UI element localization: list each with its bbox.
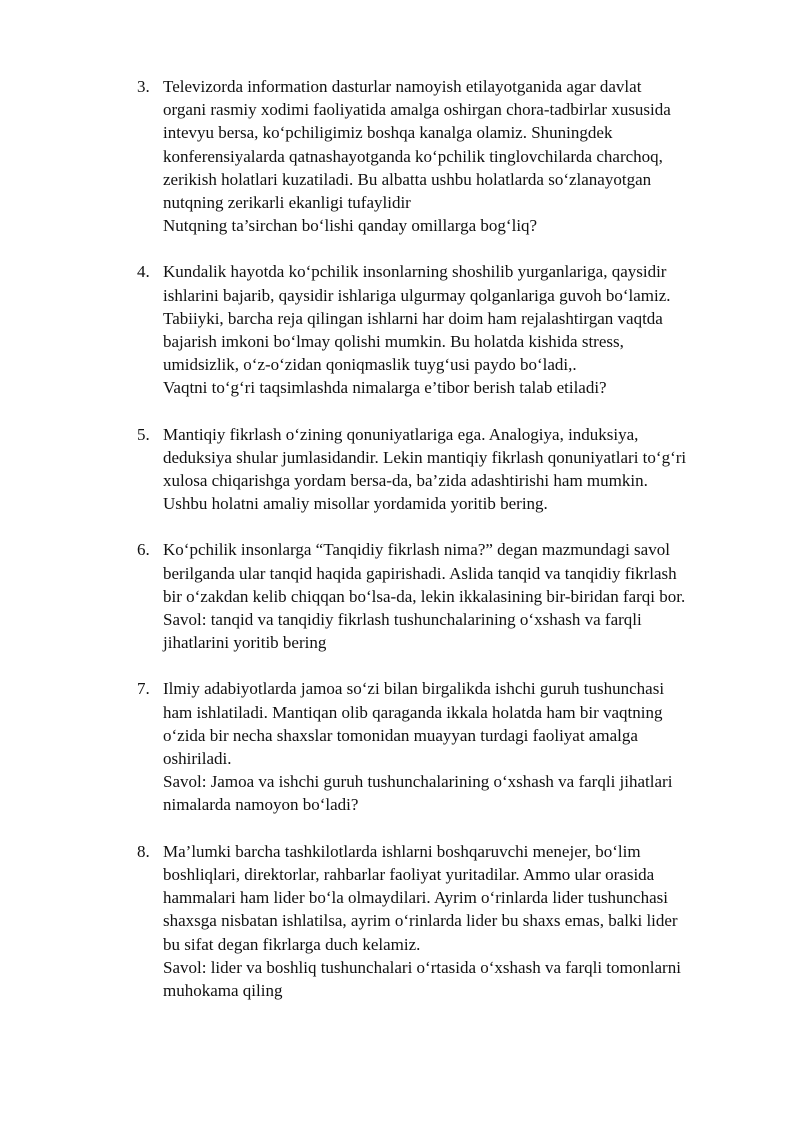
text-line: muhokama qiling	[163, 980, 283, 1000]
text-line: umidsizlik, o‘z-o‘zidan qoniqmaslik tuyg‘usi paydo bo‘ladi,.	[163, 355, 577, 375]
question-item	[0, 260, 760, 399]
question-item	[0, 677, 760, 816]
text-line: nimalarda namoyon bo‘ladi?	[163, 795, 359, 815]
text-line: ishlarini bajarib, qaysidir ishlariga ulgurmay qolganlariga guvoh bo‘lamiz.	[163, 285, 671, 305]
text-line: Savol: tanqid va tanqidiy fikrlash tushunchalarining o‘xshash va farqli	[163, 610, 642, 630]
text-line: Kundalik hayotda ko‘pchilik insonlarning shoshilib yurganlariga, qaysidir	[163, 262, 667, 282]
text-line: bu sifat degan fikrlarga duch kelamiz.	[163, 934, 421, 954]
question-text	[163, 538, 760, 654]
text-line: intevyu bersa, ko‘pchiligimiz boshqa kanalga olamiz. Shuningdek	[163, 123, 613, 143]
text-line: bajarish imkoni bo‘lmay qolishi mumkin. Bu holatda kishida stress,	[163, 332, 624, 352]
text-line: Ko‘pchilik insonlarga “Tanqidiy fikrlash nima?” degan mazmundagi savol	[163, 540, 670, 560]
text-line: organi rasmiy xodimi faoliyatida amalga oshirgan chora-tadbirlar xususida	[163, 100, 671, 120]
question-item	[0, 840, 760, 1002]
text-line: Ma’lumki barcha tashkilotlarda ishlarni boshqaruvchi menejer, bo‘lim	[163, 841, 641, 861]
text-line: xulosa chiqarishga yordam bersa-da, ba’zida adashtirishi ham mumkin.	[163, 471, 648, 491]
text-line: konferensiyalarda qatnashayotganda ko‘pchilik tinglovchilarda charchoq,	[163, 146, 663, 166]
text-line: Mantiqiy fikrlash o‘zining qonuniyatlariga ega. Analogiya, induksiya,	[163, 424, 639, 444]
text-line: Nutqning ta’sirchan bo‘lishi qanday omillarga bog‘liq?	[163, 216, 538, 236]
question-item	[0, 538, 760, 654]
text-line: oshiriladi.	[163, 749, 232, 769]
text-line: Tabiiyki, barcha reja qilingan ishlarni har doim ham rejalashtirgan vaqtda	[163, 308, 663, 328]
text-line: Ushbu holatni amaliy misollar yordamida yoritib bering.	[163, 494, 548, 514]
question-number: 3.	[137, 77, 150, 96]
text-line: jihatlarini yoritib bering	[163, 633, 327, 653]
question-text	[163, 75, 760, 237]
text-line: deduksiya shular jumlasidandir. Lekin mantiqiy fikrlash qonuniyatlari to‘g‘ri	[163, 447, 687, 467]
question-list	[0, 75, 800, 1002]
text-line: berilganda ular tanqid haqida gapirishadi. Aslida tanqid va tanqidiy fikrlash	[163, 563, 677, 583]
text-line: nutqning zerikarli ekanligi tufaylidir	[163, 193, 411, 213]
question-text	[163, 423, 760, 516]
text-line: Televizorda information dasturlar namoyish etilayotganida agar davlat	[163, 77, 642, 96]
question-number: 4.	[137, 262, 150, 282]
question-text	[163, 260, 760, 399]
text-line: Vaqtni to‘g‘ri taqsimlashda nimalarga e’tibor berish talab etiladi?	[163, 378, 607, 398]
text-line: Savol: lider va boshliq tushunchalari o‘rtasida o‘xshash va farqli tomonlarni	[163, 957, 681, 977]
question-number: 7.	[137, 679, 150, 699]
text-line: hammalari ham lider bo‘la olmaydilari. Ayrim o‘rinlarda lider tushunchasi	[163, 888, 668, 908]
question-number: 8.	[137, 841, 150, 861]
question-number: 5.	[137, 424, 150, 444]
text-line: shaxsga nisbatan ishlatilsa, ayrim o‘rinlarda lider bu shaxs emas, balki lider	[163, 911, 678, 931]
text-line: bir o‘zakdan kelib chiqqan bo‘lsa-da, lekin ikkalasining bir-biridan farqi bor.	[163, 586, 686, 606]
question-item	[0, 75, 760, 237]
text-line: boshliqlari, direktorlar, rahbarlar faoliyat yuritadilar. Ammo ular orasida	[163, 864, 655, 884]
question-item	[0, 423, 760, 516]
text-line: Savol: Jamoa va ishchi guruh tushunchalarining o‘xshash va farqli jihatlari	[163, 772, 673, 792]
question-number: 6.	[137, 540, 150, 560]
question-text	[163, 840, 760, 1002]
question-text	[163, 677, 760, 816]
text-line: zerikish holatlari kuzatiladi. Bu albatta ushbu holatlarda so‘zlanayotgan	[163, 169, 652, 189]
text-line: Ilmiy adabiyotlarda jamoa so‘zi bilan birgalikda ishchi guruh tushunchasi	[163, 679, 665, 699]
text-line: o‘zida bir necha shaxslar tomonidan muayyan turdagi faoliyat amalga	[163, 725, 638, 745]
text-line: ham ishlatiladi. Mantiqan olib qaraganda ikkala holatda ham bir vaqtning	[163, 702, 663, 722]
